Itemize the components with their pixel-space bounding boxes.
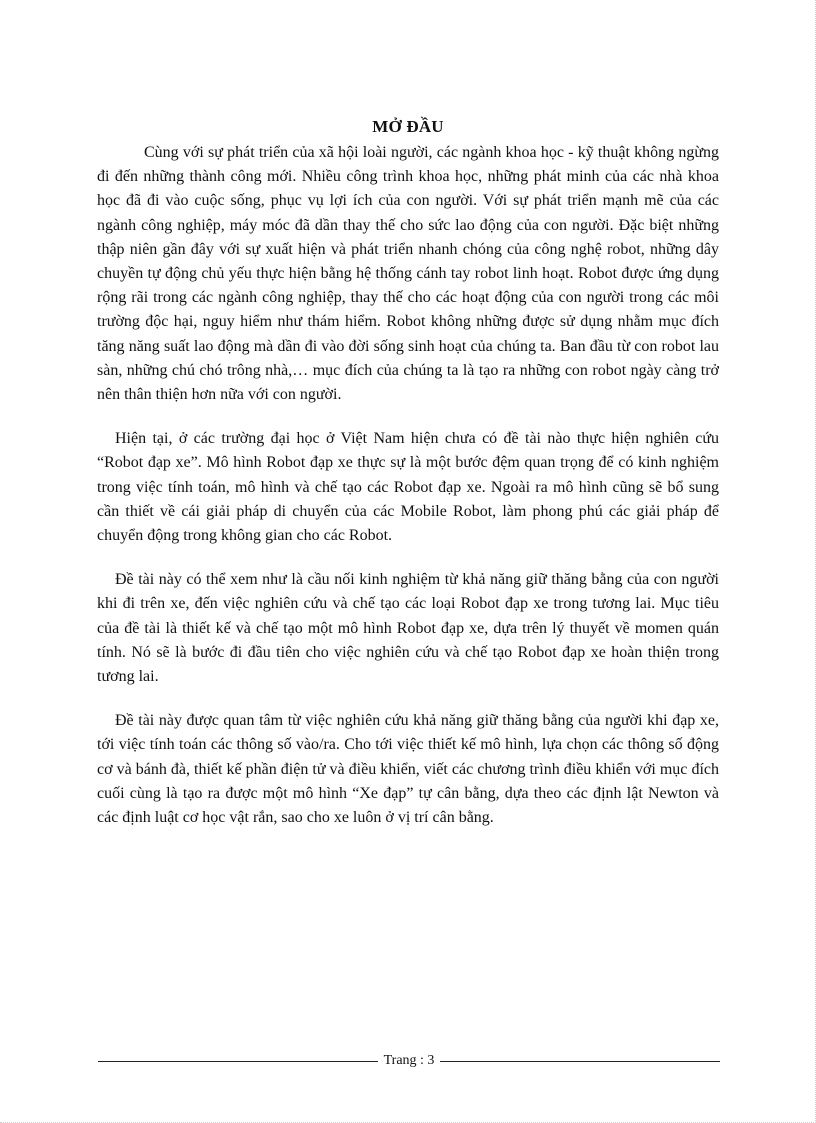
paragraph-scope: Đề tài này được quan tâm từ việc nghiên cứu khả năng giữ thăng bằng của người khi đạp xe, tới việc tính toán các thông số vào/ra. Cho tới việc thiết kế mô hình, lựa chọn các thông số động cơ và bánh đà, thiết kế phần điện tử và điều khiển, viết các chương trình điều khiển với mục đích cuối cùng là tạo ra được một mô hình “Xe đạp” tự cân bằng, dựa theo các định lật Newton và các định luật cơ học vật rắn, sao cho xe luôn ở vị trí cân bằng. bbox=[97, 712, 719, 827]
document-title: MỞ ĐẦU bbox=[372, 117, 444, 136]
footer-rule-right bbox=[440, 1061, 720, 1062]
page-footer bbox=[98, 1053, 720, 1069]
page-number: Trang : 3 bbox=[383, 1053, 435, 1068]
footer-rule-left bbox=[98, 1061, 378, 1062]
paragraph-objective: Đề tài này có thể xem như là cầu nối kinh nghiệm từ khả năng giữ thăng bằng của con người khi đi trên xe, đến việc nghiên cứu và chế tạo các loại Robot đạp xe trong tương lai. Mục tiêu của đề tài là thiết kế và chế tạo một mô hình Robot đạp xe, dựa trên lý thuyết về momen quán tính. Nó sẽ là bước đi đầu tiên cho việc nghiên cứu và chế tạo Robot đạp xe hoàn thiện trong tương lai. bbox=[97, 571, 719, 686]
paragraph-current-state: Hiện tại, ở các trường đại học ở Việt Nam hiện chưa có đề tài nào thực hiện nghiên cứu “Robot đạp xe”. Mô hình Robot đạp xe thực sự là một bước đệm quan trọng để có kinh nghiệm trong việc tính toán, mô hình và chế tạo các Robot đạp xe. Ngoài ra mô hình cũng sẽ bổ sung cần thiết về cái giải pháp di chuyển của các Mobile Robot, làm phong phú các giải pháp để chuyển động trong không gian cho các Robot. bbox=[97, 430, 719, 545]
document-body bbox=[97, 117, 719, 850]
paragraph-intro: Cùng với sự phát triển của xã hội loài người, các ngành khoa học - kỹ thuật không ngừng đi đến những thành công mới. Nhiều công trình khoa học, những phát minh của các nhà khoa học đã đi vào cuộc sống, phục vụ lợi ích của con người. Với sự phát triển mạnh mẽ của các ngành công nghiệp, máy móc đã dần thay thế cho sức lao động của con người. Đặc biệt những thập niên gần đây với sự xuất hiện và phát triển nhanh chóng của công nghệ robot, những dây chuyền tự động chủ yếu thực hiện bằng hệ thống cánh tay robot linh hoạt. Robot được ứng dụng rộng rãi trong các ngành công nghiệp, thay thế cho các hoạt động của con người trong các môi trường độc hại, nguy hiểm như thám hiểm. Robot không những được sử dụng nhằm mục đích tăng năng suất lao động mà dần đi vào đời sống sinh hoạt của chúng ta. Ban đầu từ con robot lau sàn, những chú chó trông nhà,… mục đích của chúng ta là tạo ra những con robot ngày càng trở nên thân thiện hơn nữa với con người. bbox=[97, 144, 719, 404]
